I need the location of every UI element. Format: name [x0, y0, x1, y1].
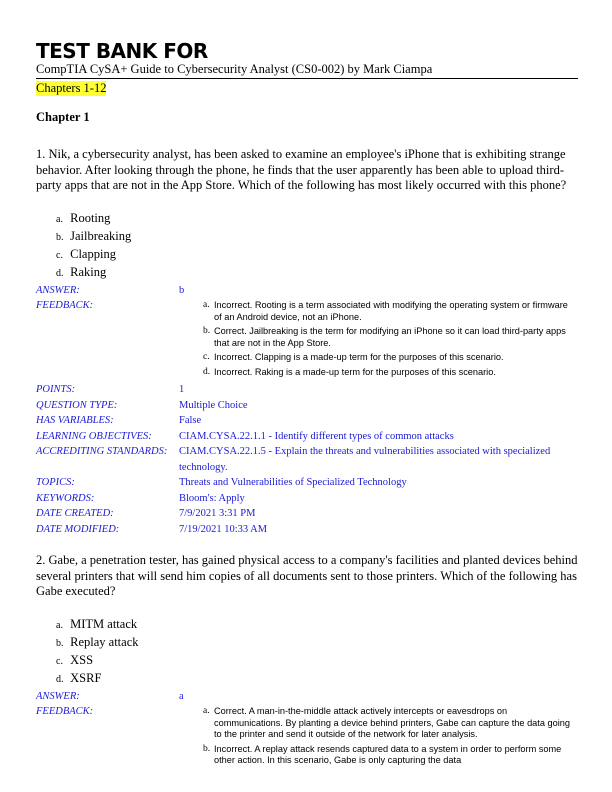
document-title: TEST BANK FOR	[36, 39, 208, 63]
option-text: XSRF	[70, 670, 102, 685]
answer-row	[36, 283, 578, 299]
meta-label: KEYWORDS:	[36, 492, 95, 504]
feedback-text: Incorrect. A replay attack resends captured data to a system in order to perform some other action. In this scenario, Gabe is only capturing the data	[214, 743, 562, 765]
feedback-text: Incorrect. Rooting is a term associated with modifying the operating system or firmware of an Android device, not an iPhone.	[214, 300, 568, 322]
question-block	[36, 553, 578, 771]
option-text: Clapping	[70, 246, 116, 261]
meta-label: POINTS:	[36, 384, 76, 395]
option-text: Rooting	[70, 210, 111, 225]
meta-value: CIAM.CYSA.22.1.1 - Identify different types of common attacks	[179, 430, 454, 442]
meta-row	[36, 382, 578, 398]
option-letter: d.	[56, 673, 64, 685]
meta-value: a	[179, 690, 184, 702]
feedback-text: Incorrect. Clapping is a made-up term for the purposes of this scenario.	[214, 352, 504, 362]
chapters-highlight: Chapters 1-12	[36, 81, 107, 95]
meta-row	[36, 413, 578, 429]
feedback-letter: a.	[203, 300, 210, 310]
feedback-row	[36, 298, 578, 382]
meta-value	[179, 704, 578, 771]
feedback-text: Correct. Jailbreaking is the term for modifying an iPhone so it can load third-party apps that are not in the App Store.	[214, 326, 566, 348]
question-metadata	[36, 689, 578, 771]
book-subtitle: CompTIA CySA+ Guide to Cybersecurity Analyst (CS0-002) by Mark Ciampa	[36, 62, 433, 76]
feedback-list	[203, 300, 578, 378]
answer-option	[56, 246, 578, 264]
answer-option	[56, 616, 578, 634]
answer-options	[56, 616, 578, 688]
meta-value: 1	[179, 384, 185, 395]
meta-value: b	[179, 284, 185, 296]
answer-option	[56, 264, 578, 282]
meta-value: False	[179, 415, 202, 426]
option-text: Raking	[70, 264, 107, 279]
meta-label: FEEDBACK:	[36, 706, 94, 717]
answer-option	[56, 228, 578, 246]
meta-label: DATE MODIFIED:	[36, 523, 120, 535]
feedback-item	[203, 367, 578, 379]
meta-label: FEEDBACK:	[36, 300, 94, 311]
option-letter: d.	[56, 267, 64, 279]
answer-option	[56, 634, 578, 652]
feedback-item	[203, 326, 578, 349]
meta-label: TOPICS:	[36, 477, 75, 488]
meta-label: ACCREDITING STANDARDS:	[36, 446, 168, 457]
question-text: 2. Gabe, a penetration tester, has gained physical access to a company's facilities and planted devices behind several printers that will send him copies of all documents sent to those printers. Which of the following has Gabe executed?	[36, 553, 578, 598]
option-text: Replay attack	[70, 634, 139, 649]
answer-option	[56, 670, 578, 688]
meta-value: Multiple Choice	[179, 399, 248, 411]
question-text: 1. Nik, a cybersecurity analyst, has been asked to examine an employee's iPhone that is exhibiting strange behavior. After looking through the phone, he finds that the user apparently has been able to upload third-party apps that are not in the App Store. Which of the following has most likely occurred with this phone?	[36, 147, 567, 192]
option-letter: a.	[56, 619, 63, 631]
feedback-text: Incorrect. Raking is a made-up term for the purposes of this scenario.	[214, 366, 496, 377]
meta-value: 7/9/2021 3:31 PM	[179, 508, 256, 519]
feedback-row	[36, 704, 578, 771]
answer-row	[36, 689, 578, 705]
option-text: Jailbreaking	[70, 228, 132, 243]
answer-option	[56, 652, 578, 670]
feedback-letter: b.	[203, 743, 211, 754]
document-page	[36, 40, 578, 771]
meta-value: 7/19/2021 10:33 AM	[179, 523, 268, 535]
feedback-item	[203, 300, 578, 323]
answer-options	[56, 210, 578, 282]
feedback-item	[203, 744, 578, 767]
feedback-letter: b.	[203, 326, 211, 336]
meta-value: Threats and Vulnerabilities of Specialized Technology	[179, 477, 407, 488]
meta-row	[36, 429, 578, 445]
meta-label: HAS VARIABLES:	[36, 415, 114, 426]
option-letter: c.	[56, 249, 63, 261]
meta-row	[36, 491, 578, 507]
feedback-item	[203, 706, 578, 741]
meta-row	[36, 522, 578, 538]
option-text: MITM attack	[70, 616, 138, 631]
meta-label: LEARNING OBJECTIVES:	[36, 430, 152, 442]
meta-value	[179, 298, 578, 382]
option-text: XSS	[70, 652, 94, 667]
feedback-item	[203, 352, 578, 364]
answer-option	[56, 210, 578, 228]
feedback-text: Correct. A man-in-the-middle attack actively intercepts or eavesdrops on communications. By planting a device behind printers, Gabe can capture the data going to the printer and send it outside of the network for later analysis.	[214, 706, 570, 739]
meta-row	[36, 475, 578, 491]
question-metadata	[36, 283, 578, 538]
question-list	[36, 147, 578, 771]
meta-row	[36, 398, 578, 414]
meta-label: DATE CREATED:	[36, 508, 114, 519]
option-letter: b.	[56, 231, 64, 243]
question-block	[36, 147, 578, 537]
meta-value: CIAM.CYSA.22.1.5 - Explain the threats and vulnerabilities associated with specialized technology.	[179, 446, 551, 473]
meta-label: ANSWER:	[36, 284, 80, 296]
feedback-letter: d.	[203, 366, 211, 377]
meta-row	[36, 506, 578, 522]
meta-label: QUESTION TYPE:	[36, 399, 118, 411]
feedback-list	[203, 706, 578, 767]
option-letter: c.	[56, 655, 63, 667]
option-letter: b.	[56, 637, 64, 649]
meta-value: Bloom's: Apply	[179, 492, 245, 504]
option-letter: a.	[56, 213, 63, 225]
meta-label: ANSWER:	[36, 690, 80, 702]
feedback-letter: a.	[203, 706, 210, 716]
feedback-letter: c.	[203, 352, 210, 362]
chapter-heading: Chapter 1	[36, 110, 90, 124]
meta-row	[36, 444, 578, 475]
